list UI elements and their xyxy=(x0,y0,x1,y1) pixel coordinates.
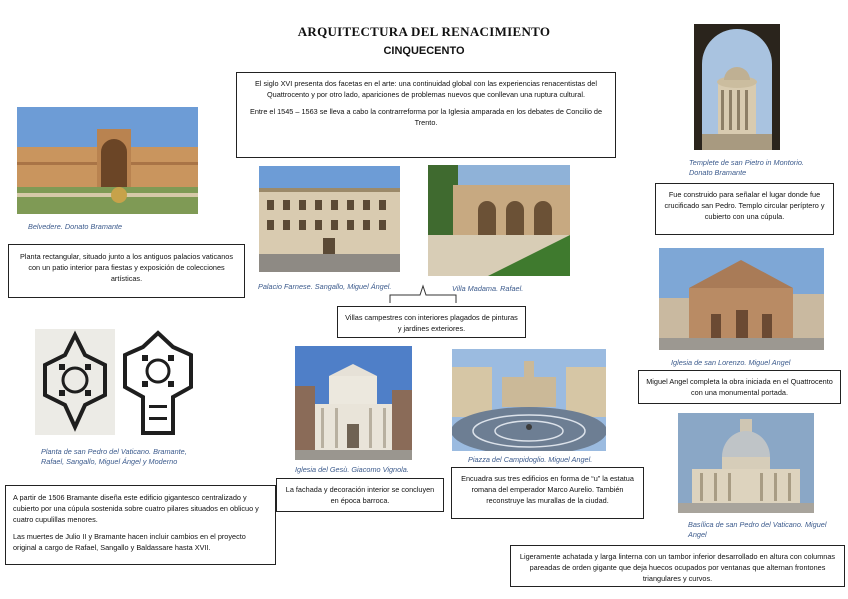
tempietto-description: Fue construido para señalar el lugar donde fue crucificado san Pedro. Templo circular períptero y cubierto con una cúpula. xyxy=(655,183,834,235)
page-subtitle: CINQUECENTO xyxy=(383,45,465,57)
campidoglio-description: Encuadra sus tres edificios en forma de “u” la estatua romana del emperador Marco Aurelio. También reconstruye las murallas de la ciudad. xyxy=(451,467,644,519)
basilica-caption: Basílica de san Pedro del Vaticano. Miguel Angel xyxy=(688,520,827,539)
page-title: ARQUITECTURA DEL RENACIMIENTO xyxy=(297,24,551,39)
madama-photo xyxy=(428,165,570,276)
farnese-photo xyxy=(259,166,400,272)
belvedere-description: Planta rectangular, situado junto a los antiguos palacios vaticanos con un patio interior para fiestas y exposición de colecciones artísticas. xyxy=(8,244,245,298)
gesu-description: La fachada y decoración interior se concluyen en época barroca. xyxy=(276,478,444,512)
san-lorenzo-photo xyxy=(659,248,824,350)
basilica-photo xyxy=(678,413,814,513)
villas-note: Villas campestres con interiores plagados de pinturas y jardines exteriores. xyxy=(337,306,526,338)
campidoglio-photo xyxy=(452,349,606,451)
tempietto-photo xyxy=(694,24,780,150)
san-pedro-plans-description xyxy=(5,485,276,565)
san-pedro-plans-paragraph-1: A partir de 1506 Bramante diseña este edificio gigantesco centralizado y cubierto por una cúpula sostenida sobre cuatro pilares situados en oblicuo y cuatro cupulillas menores. xyxy=(13,493,259,524)
intro-box xyxy=(236,72,616,158)
belvedere-caption: Belvedere. Donato Bramante xyxy=(28,222,123,231)
tempietto-caption: Templete de san Pietro in Montorio. Donato Bramante xyxy=(689,158,804,177)
san-lorenzo-caption: Iglesia de san Lorenzo. Miguel Angel xyxy=(671,358,791,367)
intro-paragraph-1: El siglo XVI presenta dos facetas en el arte: una continuidad global con las experiencias renacentistas del Quattrocento y por otro lado, apariciones de problemas nuevos que conllevan una ruptura cultural. xyxy=(255,79,597,99)
campidoglio-caption: Piazza del Campidoglio. Miguel Angel. xyxy=(468,455,593,464)
farnese-caption: Palacio Farnese. Sangallo, Miguel Ángel. xyxy=(258,282,392,291)
gesu-caption: Iglesia del Gesù. Giacomo Vignola. xyxy=(295,465,409,474)
belvedere-photo xyxy=(17,107,198,214)
villas-bracket xyxy=(388,283,458,305)
san-pedro-plans-caption: Planta de san Pedro del Vaticano. Bramante, Rafael, Sangallo, Miguel Ángel y Moderno xyxy=(41,447,187,466)
san-lorenzo-description: Miguel Angel completa la obra iniciada en el Quattrocento con una monumental portada. xyxy=(638,370,841,404)
san-pedro-plans xyxy=(33,325,200,440)
madama-caption: Villa Madama. Rafael. xyxy=(452,284,524,293)
basilica-description: Ligeramente achatada y larga linterna con un tambor inferior desarrollado en altura con columnas pareadas de orden gigante que deja huecos ocupados por ventanas que alternan frontones triangulares y curvos. xyxy=(510,545,845,587)
san-pedro-plans-paragraph-2: Las muertes de Julio II y Bramante hacen incluir cambios en el proyecto original a cargo de Rafael, Sangallo y Baldassare hasta XVII. xyxy=(13,532,246,552)
gesu-photo xyxy=(295,346,412,460)
intro-paragraph-2: Entre el 1545 – 1563 se lleva a cabo la contrarreforma por la Iglesia amparada en los debates de Concilio de Trento. xyxy=(249,107,603,127)
